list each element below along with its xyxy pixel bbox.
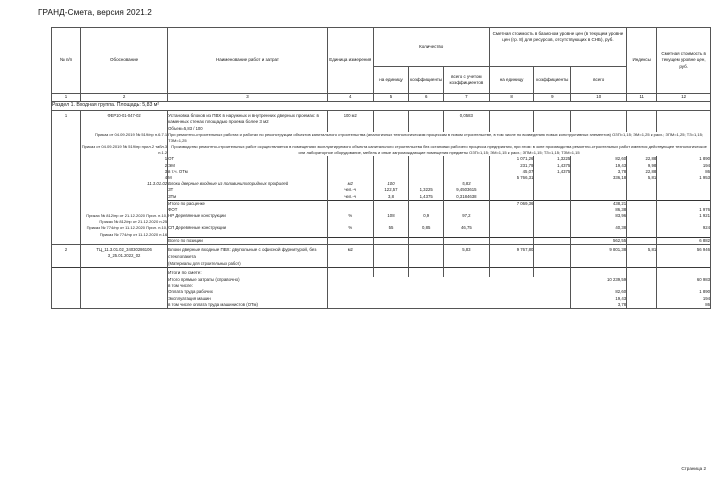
table-row	[52, 245, 711, 261]
col-header-c-total: всего	[571, 67, 627, 94]
col-header-c-coef: коэффициенты	[534, 67, 571, 94]
sum-qcoef-spacer	[409, 267, 444, 277]
table-row	[52, 200, 711, 207]
position1-volume: Объем=5,83 / 100	[168, 126, 328, 132]
rate-total-index: 438,21	[571, 200, 627, 207]
col-header-index: Индексы	[627, 28, 657, 94]
overhead-label: НР Деревянные конструкции	[168, 213, 328, 225]
resource-label: ЭМ	[168, 163, 328, 169]
col-header-c-per-unit: на единицу	[489, 67, 534, 94]
pt-cunit-spacer	[489, 238, 534, 245]
labor-unit: чел.-ч	[327, 194, 373, 201]
table-row	[52, 267, 711, 277]
sum-ccoef-spacer	[534, 267, 571, 277]
table-row	[52, 238, 711, 245]
resource-index: 9,98	[627, 163, 657, 169]
lab-ccoef-spacer	[534, 194, 571, 201]
position2-note: (Материалы для строительных работ)	[168, 261, 328, 267]
summary-index: 10 239,59	[571, 277, 627, 283]
table-row	[52, 225, 711, 237]
resource-label: в т.ч. ОТм	[168, 169, 328, 175]
nr-ccoef-spacer	[534, 213, 571, 225]
overhead-q-unit: 55	[373, 225, 409, 237]
section-title: Раздел 1. Входная группа. Площадь: 5,83 м²	[52, 102, 711, 111]
fot-current: 1 976	[657, 207, 711, 213]
material-name: Блоки дверные входные из поливинилхлоридных профилей	[168, 181, 328, 187]
summary-label: Эксплуатация машин	[168, 296, 328, 302]
table-row	[52, 194, 711, 201]
memo-justification: Приказ от 04.09.2019 № 519/пр п.6.7.1	[81, 132, 168, 144]
resource-current: 1 890	[657, 156, 711, 162]
pt-just-spacer	[81, 238, 168, 245]
resource-index: 4	[81, 175, 168, 181]
material-justification: 11.3.01.02	[81, 181, 168, 187]
col-header-quantity-group: Количество	[373, 28, 489, 67]
position1-unit: 100 м2	[327, 110, 373, 126]
sum-ctotal-spacer	[571, 267, 627, 277]
position1-index	[627, 110, 657, 126]
resource-cost-unit: 45,07	[489, 169, 534, 175]
rt-num-spacer	[52, 200, 81, 207]
estimate-table	[51, 27, 711, 309]
colnum-5: 5	[373, 94, 409, 102]
lab-current-spacer	[657, 194, 711, 201]
position1-q-coef	[409, 110, 444, 126]
material-unit: м2	[327, 181, 373, 187]
material-q-total: 5,83	[443, 181, 489, 187]
app-title: ГРАНД-Смета, версия 2021.2	[38, 8, 152, 17]
summary-label: в том числе оплата труда машинистов (ОТм)	[168, 302, 328, 309]
rt-qcoef-spacer	[409, 200, 444, 207]
overhead-q-total: 97,2	[443, 213, 489, 225]
sum-qunit-spacer	[373, 267, 409, 277]
overhead-index: 83,96	[571, 213, 627, 225]
position2-index2: 5,81	[627, 245, 657, 261]
position-total-index: 562,55	[571, 238, 627, 245]
rt-unit-spacer	[327, 200, 373, 207]
sp-ccoef-spacer	[534, 225, 571, 237]
summary-current: 194	[657, 296, 711, 302]
position2-unit: м2	[327, 245, 373, 261]
resource-index: 1	[81, 156, 168, 162]
labor-q-coef: 1,3225	[409, 187, 444, 193]
resource-index: 22,88	[627, 156, 657, 162]
col-header-unit: Единица измерения	[327, 28, 373, 94]
table-row	[52, 110, 711, 126]
colnum-1: 1	[52, 94, 81, 102]
sum-qtotal-spacer	[443, 267, 489, 277]
position1-c-total	[571, 110, 627, 126]
rt-ccoef-spacer	[534, 200, 571, 207]
fot-label: ФОТ	[168, 207, 328, 213]
col-header-q-total: всего с учетом коэффициентов	[443, 67, 489, 94]
pt-idx-spacer	[627, 238, 657, 245]
rt-qtotal-spacer	[443, 200, 489, 207]
overhead-q-unit: 108	[373, 213, 409, 225]
overhead-justification: Приказ № 812/пр от 21.12.2020 Прил. п.10, Приказ № 812/пр от 21.12.2020 п.25	[81, 213, 168, 225]
p2-qcoef-spacer	[409, 245, 444, 261]
labor-q-unit: 122,57	[373, 187, 409, 193]
summary-index: 3,78	[571, 302, 627, 309]
s4-num-spacer	[52, 302, 81, 309]
pt-unit-spacer	[327, 238, 373, 245]
position2-index: 9 801,38	[571, 245, 627, 261]
colnum-11: 11	[627, 94, 657, 102]
summary-label: Итого прямые затраты (справочно)	[168, 277, 328, 283]
labor-label: ЗТм	[168, 194, 328, 201]
sum-unit-spacer	[327, 267, 373, 277]
colnum-6: 6	[409, 94, 444, 102]
position2-num: 2	[52, 245, 81, 261]
table-row	[52, 132, 711, 144]
overhead-q-coef: 0,9	[409, 213, 444, 225]
position1-c-coef	[534, 110, 571, 126]
p2-ccoef-spacer	[534, 245, 571, 261]
overhead-current: 924	[657, 225, 711, 237]
colnum-4: 4	[327, 94, 373, 102]
footer-page-number: Страница 2	[681, 466, 706, 471]
resource-cost-total: 336,18	[571, 175, 627, 181]
resource-label: М	[168, 175, 328, 181]
sp-idx-spacer	[627, 225, 657, 237]
summary-label: в том числе:	[168, 283, 328, 289]
resource-cost-unit: 1 071,26	[489, 156, 534, 162]
position1-q-total: 0,0583	[443, 110, 489, 126]
col-header-name: Наименование работ и затрат	[168, 28, 328, 94]
pt-qcoef-spacer	[409, 238, 444, 245]
colnum-2: 2	[81, 94, 168, 102]
position1-justification: ФЕР10-01-047-02	[81, 110, 168, 126]
labor-q-unit: 3,8	[373, 194, 409, 201]
summary-index: 19,43	[571, 296, 627, 302]
section-row	[52, 102, 711, 111]
position1-c-unit	[489, 110, 534, 126]
s4-idx-spacer	[627, 302, 657, 309]
resource-current: 194	[657, 163, 711, 169]
overhead-current: 1 921	[657, 213, 711, 225]
overhead-q-coef: 0,85	[409, 225, 444, 237]
position1-current	[657, 110, 711, 126]
summary-current: 60 983	[657, 277, 711, 283]
colnum-10: 10	[571, 94, 627, 102]
position2-justification: ТЦ_11.3.01.02_34030286106 3_25.01.2022_02	[81, 245, 168, 261]
colnum-3: 3	[168, 94, 328, 102]
table-row	[52, 213, 711, 225]
col-header-current-cost: Сметная стоимость в текущем уровне цен, руб.	[657, 28, 711, 94]
fot-index: 86,38	[571, 207, 627, 213]
rt-qunit-spacer	[373, 200, 409, 207]
pt-ccoef-spacer	[534, 238, 571, 245]
resource-current: 1 953	[657, 175, 711, 181]
col-header-justification: Обоснование	[81, 28, 168, 94]
colnum-12: 12	[657, 94, 711, 102]
rate-total-current	[657, 200, 711, 207]
summary-current: 86	[657, 302, 711, 309]
overhead-q-total: 46,75	[443, 225, 489, 237]
column-number-row	[52, 94, 711, 102]
resource-cost-coef: 1,4375	[534, 169, 571, 175]
p2-qunit-spacer	[373, 245, 409, 261]
resource-cost-unit: 5 766,31	[489, 175, 534, 181]
sum-num-spacer	[52, 267, 81, 277]
s4-just-spacer	[81, 302, 168, 309]
lab-num-spacer	[52, 194, 81, 201]
table-row	[52, 302, 711, 309]
memo1-num-spacer	[52, 132, 81, 144]
sum-just-spacer	[81, 267, 168, 277]
col-header-q-per-unit: на единицу	[373, 67, 409, 94]
position-total-label: Всего по позиции	[168, 238, 328, 245]
sum-cunit-spacer	[489, 267, 534, 277]
overhead-unit: %	[327, 225, 373, 237]
s4-mid-spacer	[327, 302, 570, 309]
nr-idx-spacer	[627, 213, 657, 225]
sp-cunit-spacer	[489, 225, 534, 237]
labor-label: ЗТ	[168, 187, 328, 193]
summary-title: Итоги по смете:	[168, 267, 328, 277]
labor-q-coef: 1,4375	[409, 194, 444, 201]
position2-name: Блоки дверные входные ПВХ: двупольные с офисной фурнитурой, без стеклопакета	[168, 245, 328, 261]
overhead-label: СП Деревянные конструкции	[168, 225, 328, 237]
memo-text: При ремонтно-строительных работах и работах по реконструкции объектов капитального строительства (аналогичных технологическим процессам в новом строительстве, в том числе по возведению новых конструктивных элементов) ОЗП=1,15; ЭМ=1,25 к расх.; ЗПМ=1,25; ТЗ=1,15; ТЗМ=1,25	[168, 132, 711, 144]
pt-num-spacer	[52, 238, 81, 245]
resource-cost-total: 19,43	[571, 163, 627, 169]
pt-qunit-spacer	[373, 238, 409, 245]
sum-idx-spacer	[627, 267, 657, 277]
position2-c-unit: 9 767,80	[489, 245, 534, 261]
overhead-index: 40,38	[571, 225, 627, 237]
resource-cost-total: 3,78	[571, 169, 627, 175]
resource-cost-coef: 1,3225	[534, 156, 571, 162]
nr-num-spacer	[52, 213, 81, 225]
resource-index: 5,81	[627, 175, 657, 181]
summary-current: 1 890	[657, 289, 711, 295]
summary-index: 82,60	[571, 289, 627, 295]
lab-ctotal-spacer	[571, 194, 627, 201]
lab-index-spacer	[627, 194, 657, 201]
resource-index: 2	[81, 163, 168, 169]
nr-cunit-spacer	[489, 213, 534, 225]
header-row-main	[52, 28, 711, 67]
position1-num: 1	[52, 110, 81, 126]
labor-unit: чел.-ч	[327, 187, 373, 193]
overhead-unit: %	[327, 213, 373, 225]
colnum-7: 7	[443, 94, 489, 102]
resource-index: 3	[81, 169, 168, 175]
resource-current: 86	[657, 169, 711, 175]
position1-q-unit	[373, 110, 409, 126]
resource-cost-unit: 231,79	[489, 163, 534, 169]
rate-total-label: Итого по расценке	[168, 200, 328, 207]
memo-justification: Приказ от 04.09.2019 № 519/пр прил.2 табл.3 п.1.2	[81, 144, 168, 156]
colnum-9: 9	[534, 94, 571, 102]
memo2-num-spacer	[52, 144, 81, 156]
resource-index: 22,88	[627, 169, 657, 175]
rate-total-cost: 7 069,36	[489, 200, 534, 207]
summary-label: Оплата труда рабочих	[168, 289, 328, 295]
labor-q-total: 9,4503615	[443, 187, 489, 193]
memo-text: Производство ремонтно-строительных работ осуществляется в помещениях эксплуатируемого объекта капитального строительства без остановки рабочего процесса предприятия, при этом: в зоне производства ремонтно-строительных работ имеются действующее технологическое или лабораторное оборудование, мебель и иные загромождающие помещения предметы ОЗП=1,15; ЭМ=1,15 к расх.; ЗПМ=1,15; ТЗ=1,15; ТЗМ=1,15	[168, 144, 711, 156]
rt-just-spacer	[81, 200, 168, 207]
overhead-justification: Приказ № 774/пр от 11.12.2020 Прил. п.10, Приказ № 774/пр от 11.12.2020 п.16	[81, 225, 168, 237]
colnum-8: 8	[489, 94, 534, 102]
resource-cost-total: 82,60	[571, 156, 627, 162]
col-header-cost-group: Сметная стоимость в базисном уровне цен (в текущем уровне цен (гр. 8) для ресурсов, отсутствующих в СНБ), руб.	[489, 28, 626, 67]
material-q-unit: 100	[373, 181, 409, 187]
col-header-q-coef: коэффициенты	[409, 67, 444, 94]
resource-label: ОТ	[168, 156, 328, 162]
table-row	[52, 144, 711, 156]
rt-index-spacer	[627, 200, 657, 207]
lab-just-spacer	[81, 194, 168, 201]
pt-qtotal-spacer	[443, 238, 489, 245]
position1-name: Установка блоков из ПВХ в наружных и внутренних дверных проемах: в каменных стенах площадью проема более 3 м2	[168, 110, 328, 126]
col-header-num: № п/п	[52, 28, 81, 94]
sp-num-spacer	[52, 225, 81, 237]
position2-q-total: 5,83	[443, 245, 489, 261]
sum-cur-spacer	[657, 267, 711, 277]
lab-cunit-spacer	[489, 194, 534, 201]
position2-current: 56 946	[657, 245, 711, 261]
labor-q-total: 0,3184638	[443, 194, 489, 201]
position-total-current: 6 882	[657, 238, 711, 245]
resource-cost-coef: 1,4375	[534, 163, 571, 169]
